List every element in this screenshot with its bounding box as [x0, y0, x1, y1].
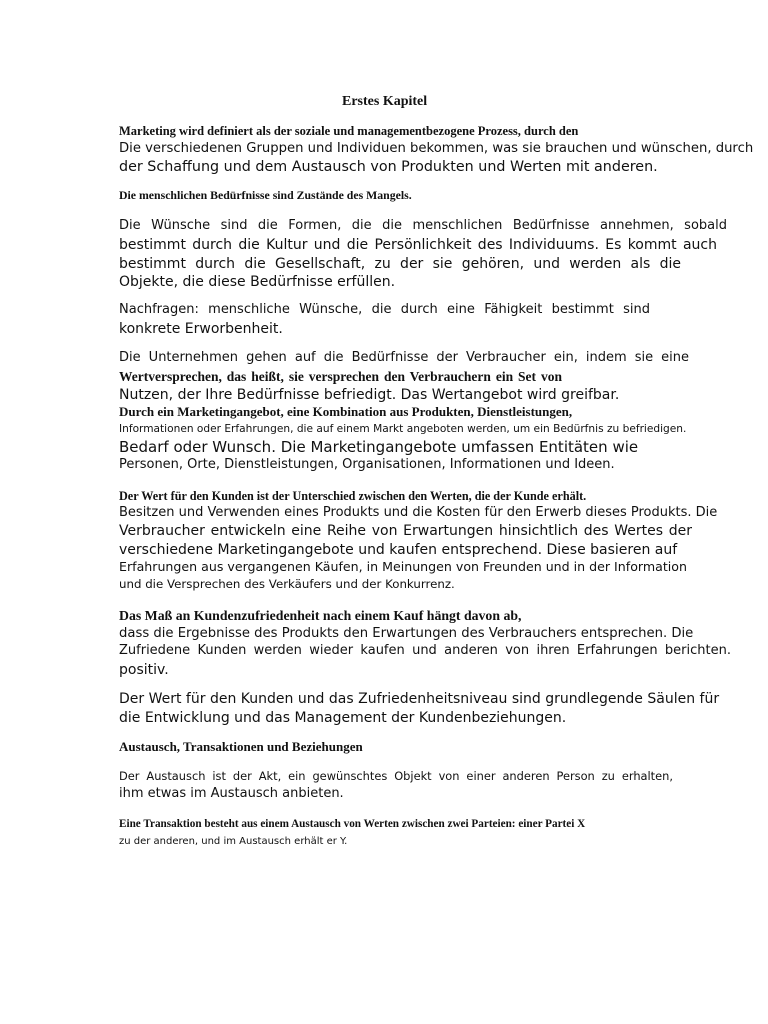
text-line: Zufriedene Kunden werden wieder kaufen und anderen von ihren Erfahrungen berichten.	[119, 643, 731, 658]
text-line: konkrete Erworbenheit.	[119, 321, 283, 337]
text-line: Die Unternehmen gehen auf die Bedürfnisse der Verbraucher ein, indem sie eine	[119, 350, 689, 365]
text-line: der Schaffung und dem Austausch von Produkten und Werten mit anderen.	[119, 159, 658, 175]
text-line: Der Austausch ist der Akt, ein gewünschtes Objekt von einer anderen Person zu erhalten,	[119, 769, 673, 783]
text-line: Objekte, die diese Bedürfnisse erfüllen.	[119, 274, 396, 290]
section-heading: Austausch, Transaktionen und Beziehungen	[119, 739, 363, 754]
text-line: Verbraucher entwickeln eine Reihe von Erwartungen hinsichtlich des Wertes der	[119, 523, 692, 539]
text-line: zu der anderen, und im Austausch erhält er Y.	[119, 836, 348, 847]
text-line: bestimmt durch die Gesellschaft, zu der sie gehören, und werden als die	[119, 256, 681, 272]
text-line: Besitzen und Verwenden eines Produkts und die Kosten für den Erwerb dieses Produkts. Die	[119, 505, 718, 520]
text-line: Die menschlichen Bedürfnisse sind Zustände des Mangels.	[119, 188, 412, 202]
text-line: Wertversprechen, das heißt, sie versprechen den Verbrauchern ein Set von	[119, 369, 562, 384]
text-line: Durch ein Marketingangebot, eine Kombination aus Produkten, Dienstleistungen,	[119, 404, 573, 419]
text-line: Die Wünsche sind die Formen, die die menschlichen Bedürfnisse annehmen, sobald	[119, 218, 727, 233]
text-line: bestimmt durch die Kultur und die Persönlichkeit des Individuums. Es kommt auch	[119, 237, 717, 253]
text-line: Das Maß an Kundenzufriedenheit nach einem Kauf hängt davon ab,	[119, 608, 522, 623]
text-line: Der Wert für den Kunden und das Zufriedenheitsniveau sind grundlegende Säulen für	[119, 691, 720, 707]
chapter-title: Erstes Kapitel	[342, 94, 428, 109]
text-line: Nutzen, der Ihre Bedürfnisse befriedigt. Das Wertangebot wird greifbar.	[119, 387, 620, 403]
text-line: Der Wert für den Kunden ist der Unterschied zwischen den Werten, die der Kunde erhält.	[119, 489, 587, 503]
text-line: dass die Ergebnisse des Produkts den Erwartungen des Verbrauchers entsprechen. Die	[119, 626, 694, 641]
text-line: Bedarf oder Wunsch. Die Marketingangebote umfassen Entitäten wie	[119, 438, 639, 456]
text-line: positiv.	[119, 662, 169, 678]
text-line: Eine Transaktion besteht aus einem Austausch von Werten zwischen zwei Parteien: einer Partei X	[119, 818, 586, 830]
text-line: ihm etwas im Austausch anbieten.	[119, 786, 344, 801]
text-line: Nachfragen: menschliche Wünsche, die durch eine Fähigkeit bestimmt sind	[119, 302, 650, 317]
text-line: Erfahrungen aus vergangenen Käufen, in Meinungen von Freunden und in der Information	[119, 559, 687, 574]
text-line: verschiedene Marketingangebote und kaufen entsprechend. Diese basieren auf	[119, 542, 678, 558]
text-line: Die verschiedenen Gruppen und Individuen bekommen, was sie brauchen und wünschen, durch	[119, 141, 754, 156]
text-line: und die Versprechen des Verkäufers und der Konkurrenz.	[119, 577, 455, 591]
text-line: Personen, Orte, Dienstleistungen, Organisationen, Informationen und Ideen.	[119, 457, 615, 472]
text-line: die Entwicklung und das Management der Kundenbeziehungen.	[119, 710, 567, 726]
text-line: Marketing wird definiert als der soziale und managementbezogene Prozess, durch den	[119, 124, 579, 138]
text-line: Informationen oder Erfahrungen, die auf einem Markt angeboten werden, um ein Bedürfnis zu befriedigen.	[119, 423, 687, 435]
